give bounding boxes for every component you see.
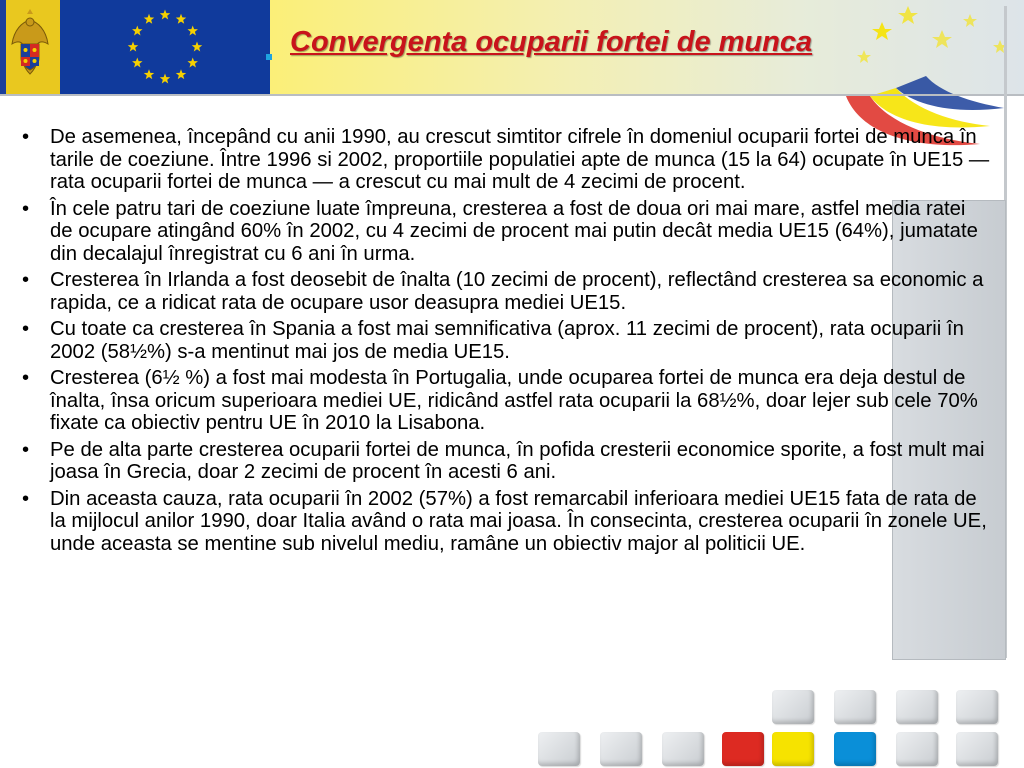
- slide-header: [0, 0, 1024, 96]
- deco-square: [834, 690, 876, 724]
- bullet-item: [22, 318, 992, 363]
- bullet-marker: •: [22, 197, 30, 220]
- bullet-marker: •: [22, 487, 30, 510]
- deco-square: [772, 732, 814, 766]
- deco-square: [662, 732, 704, 766]
- deco-square: [538, 732, 580, 766]
- bullet-text: De asemenea, începând cu anii 1990, au crescut simtitor cifrele în domeniul ocuparii fortei de munca în tarile de coeziune. Între 1996 si 2002, proportiile populatiei apte de munca (15 la 64) ocupate în UE15 — rata ocuparii fortei de munca — a crescut cu mai mult de 4 zecimi de procent.: [50, 126, 990, 193]
- bullet-item: [22, 269, 992, 314]
- deco-square: [956, 690, 998, 724]
- bullet-text: În cele patru tari de coeziune luate împreuna, cresterea a fost de doua ori mai mare, astfel media ratei de ocupare atingând 60% în 2002, cu 4 zecimi de procent mai putin decât media UE15 (64%), jumatate din decalajul înregistrat cu 6 ani în urma.: [50, 197, 978, 265]
- bullet-text: Cresterea în Irlanda a fost deosebit de înalta (10 zecimi de procent), reflectând cresterea sa economic a rapida, ce a ridicat rata de ocupare usor deasupra mediei UE15.: [50, 269, 984, 314]
- bullet-marker: •: [22, 318, 30, 340]
- deco-square: [600, 732, 642, 766]
- bullet-marker: •: [22, 126, 30, 148]
- header-divider: [0, 94, 1024, 96]
- bullet-text: Cu toate ca cresterea în Spania a fost mai semnificativa (aprox. 11 zecimi de procent), rata ocuparii în 2002 (58½%) s-a mentinut mai jos de media UE15.: [50, 318, 964, 363]
- slide-content: [22, 126, 992, 559]
- deco-square: [896, 732, 938, 766]
- bullet-text: Pe de alta parte cresterea ocuparii fortei de munca, în pofida cresterii economice sporite, a fost mult mai joasa în Grecia, doar 2 zecimi de procent în acesti 6 ani.: [50, 438, 985, 483]
- deco-square: [834, 732, 876, 766]
- bullet-text: Din aceasta cauza, rata ocuparii în 2002 (57%) a fost remarcabil inferioara mediei UE15 fata de rata de la mijlocul anilor 1990, doar Italia având o rata mai joasa. În consecinta, cresterea ocuparii în zonele UE, unde aceasta se mentine sub nivelul mediu, ramâne un obiectiv major al politicii UE.: [50, 487, 987, 555]
- bullet-item: [22, 488, 992, 556]
- bullet-text: Cresterea (6½ %) a fost mai modesta în Portugalia, unde ocuparea fortei de munca era deja destul de înalta, însa oricum superioara mediei UE, ridicând astfel rata ocuparii la 68½%, doar lejer sub cele 70% fixate ca obiectiv pentru UE în 2010 la Lisabona.: [50, 367, 978, 434]
- bullet-item: [22, 367, 992, 435]
- deco-square: [722, 732, 764, 766]
- bullet-item: [22, 198, 992, 266]
- bullet-list: [22, 126, 992, 555]
- bullet-marker: •: [22, 438, 30, 461]
- deco-square: [896, 690, 938, 724]
- slide-title: Convergenta ocuparii fortei de munca: [290, 26, 813, 58]
- bullet-marker: •: [22, 367, 30, 389]
- bullet-marker: •: [22, 269, 30, 291]
- bullet-item: [22, 126, 992, 194]
- title-accent-dot: [266, 54, 272, 60]
- romania-coat-of-arms-icon: [0, 0, 60, 94]
- deco-square: [772, 690, 814, 724]
- eu-stars-flag-icon: [60, 0, 270, 94]
- deco-square: [956, 732, 998, 766]
- bullet-item: [22, 439, 992, 484]
